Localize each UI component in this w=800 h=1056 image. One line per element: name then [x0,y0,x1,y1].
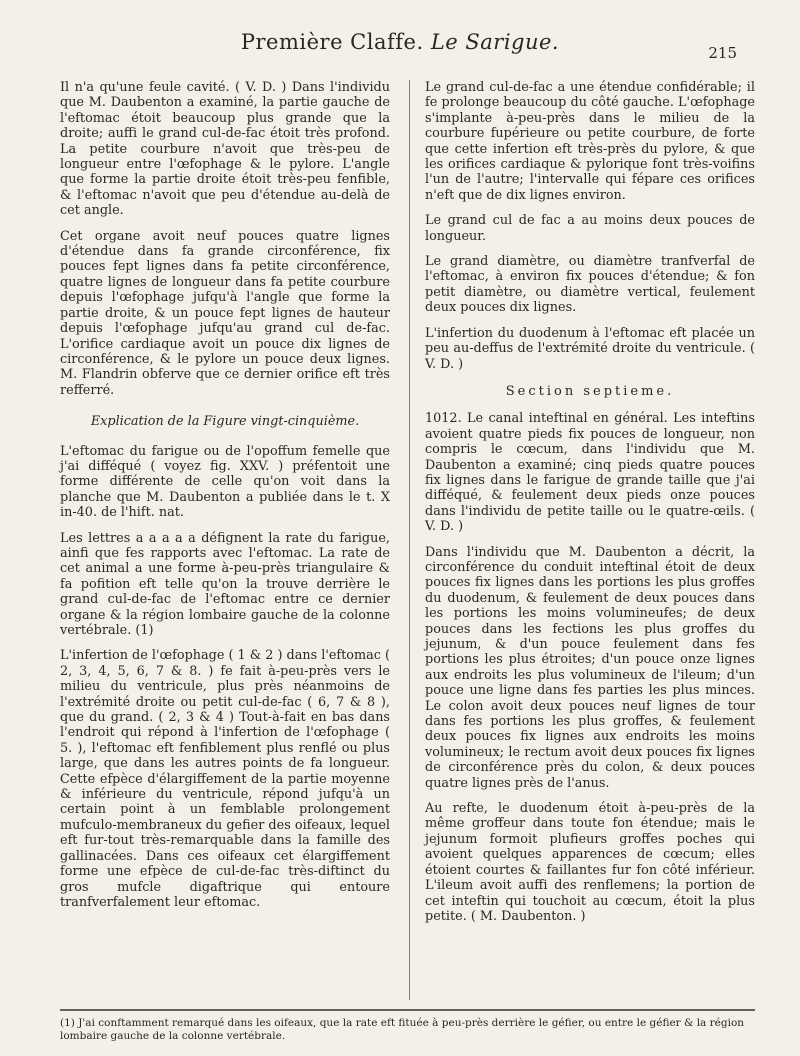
figure-caption-heading: Explication de la Figure vingt-cinquième. [90,414,360,430]
right-column [425,80,755,934]
paragraph: Dans l'individu que M. Daubenton a décrit, la circonférence du conduit inteftinal étoit de deux pouces fix lignes dans les portions les plus groffes du duodenum, & feulement de deux pouces dans les portions les moins volumineufes; de deux pouces dans les fections les plus groffes du jejunum, & d'un pouce feulement dans fes portions les plus étroites; d'un pouce onze lignes aux endroits les plus volumineux de l'ileum; d'un pouce une ligne dans fes parties les plus minces. Le colon avoit deux pouces neuf lignes de tour dans fes portions les plus groffes, & feulement deux pouces fix lignes aux endroits les moins volumineux; le rectum avoit deux pouces fix lignes de circonférence près du colon, & deux pouces quatre lignes près de l'anus. [425,544,755,791]
paragraph: Cet organe avoit neuf pouces quatre lignes d'étendue dans fa grande circonférence, fix pouces fept lignes dans fa petite circonférence, quatre lignes de longueur dans fa petite courbure depuis l'œfophage jufqu'à l'angle que forme la partie droite, & un pouce fept lignes de hauteur depuis l'œfophage jufqu'au grand cul de-fac. L'orifice cardiaque avoit un pouce dix lignes de circonférence, & le pylore un pouce deux lignes. M. Flandrin obferve que ce dernier orifice eft très refferré. [60,228,390,398]
left-column [60,80,390,920]
running-title [0,30,800,54]
footnote-rule [60,1009,755,1011]
paragraph: Le grand cul-de-fac a une étendue confidérable; il fe prolonge beaucoup du côté gauche. L'œfophage s'implante à-peu-près dans le milieu de la courbure fupérieure ou petite courbure, de forte que cette infertion eft très-près du pylore, & que les orifices cardiaque & pylorique font très-voifins l'un de l'autre; l'intervalle qui fépare ces orifices n'eft que de dix lignes environ. [425,80,755,203]
section-heading: Section septieme. [505,383,675,399]
paragraph: L'eftomac du farigue ou de l'opoffum femelle que j'ai difféqué ( voyez fig. XXV. ) préfentoit une forme différente de celle qu'on voit dans la planche que M. Daubenton a publiée dans le t. X in-40. de l'hift. nat. [60,443,390,521]
paragraph: Le grand diamètre, ou diamètre tranfverfal de l'eftomac, à environ fix pouces d'étendue; & fon petit diamètre, ou diamètre vertical, feulement deux pouces dix lignes. [425,254,755,316]
paragraph: Il n'a qu'une feule cavité. ( V. D. ) Dans l'individu que M. Daubenton a examiné, la partie gauche de l'eftomac étoit beaucoup plus grande que la droite; auffi le grand cul-de-fac étoit très profond. La petite courbure n'avoit que très-peu de longueur entre l'œfophage & le pylore. L'angle que forme la partie droite étoit très-peu fenfible, & l'eftomac n'avoit que peu d'étendue au-delà de cet angle. [60,80,390,219]
paragraph: Les lettres a a a a a défignent la rate du farigue, ainfi que fes rapports avec l'eftomac. La rate de cet animal a une forme à-peu-près triangulaire & fa pofition eft telle qu'on la trouve derrière le grand cul-de-fac de l'eftomac entre ce dernier organe & la région lombaire gauche de la colonne vertébrale. (1) [60,530,390,638]
class-title: Première Claffe. [240,30,424,54]
footnote: (1) J'ai conftamment remarqué dans les oifeaux, que la rate eft fituée à peu-près derrière le géfier, ou entre le géfier & la région lombaire gauche de la colonne vertébrale. [60,1017,745,1042]
paragraph: L'infertion du duodenum à l'eftomac eft placée un peu au-deffus de l'extrémité droite du ventricule. ( V. D. ) [425,325,755,372]
paragraph: Au refte, le duodenum étoit à-peu-près de la même groffeur dans toute fon étendue; mais le jejunum formoit plufieurs groffes poches qui avoient quelques apparences de cœcum; elles étoient courtes & faillantes fur fon côté inférieur. L'ileum avoit auffi des renflemens; la portion de cet inteftin qui touchoit au cœcum, étoit la plus petite. ( M. Daubenton. ) [425,801,755,924]
page-number: 215 [708,44,737,62]
paragraph: 1012. Le canal inteftinal en général. Les inteftins avoient quatre pieds fix pouces de longueur, non compris le cœcum, dans l'individu que M. Daubenton a examiné; cinq pieds quatre pouces fix lignes dans le farigue de grande taille que j'ai difféqué, & feulement deux pieds onze pouces dans l'individu de petite taille ou le quatre-œils. ( V. D. ) [425,411,755,535]
column-divider [409,80,410,1000]
page-header [0,30,800,70]
paragraph: Le grand cul de fac a au moins deux pouces de longueur. [425,213,755,244]
animal-title: Le Sarigue. [430,30,560,54]
paragraph: L'infertion de l'œfophage ( 1 & 2 ) dans l'eftomac ( 2, 3, 4, 5, 6, 7 & 8. ) fe fait à-peu-près vers le milieu du ventricule, plus près néanmoins de l'extrémité droite ou petit cul-de-fac ( 6, 7 & 8 ), que du grand. ( 2, 3 & 4 ) Tout-à-fait en bas dans l'endroit qui répond à l'infertion de l'œfophage ( 5. ), l'eftomac eft fenfiblement plus renflé ou plus large, que dans les autres points de fa longueur. Cette efpèce d'élargiffement de la partie moyenne & inférieure du ventricule, répond jufqu'à un certain point à un femblable prolongement mufculo-membraneux du gefier des oifeaux, lequel eft fur-tout très-remarquable dans la famille des gallinacées. Dans ces oifeaux cet élargiffement forme une efpèce de cul-de-fac très-diftinct du gros mufcle digaftrique qui entoure tranfverfalement leur eftomac. [60,648,390,910]
